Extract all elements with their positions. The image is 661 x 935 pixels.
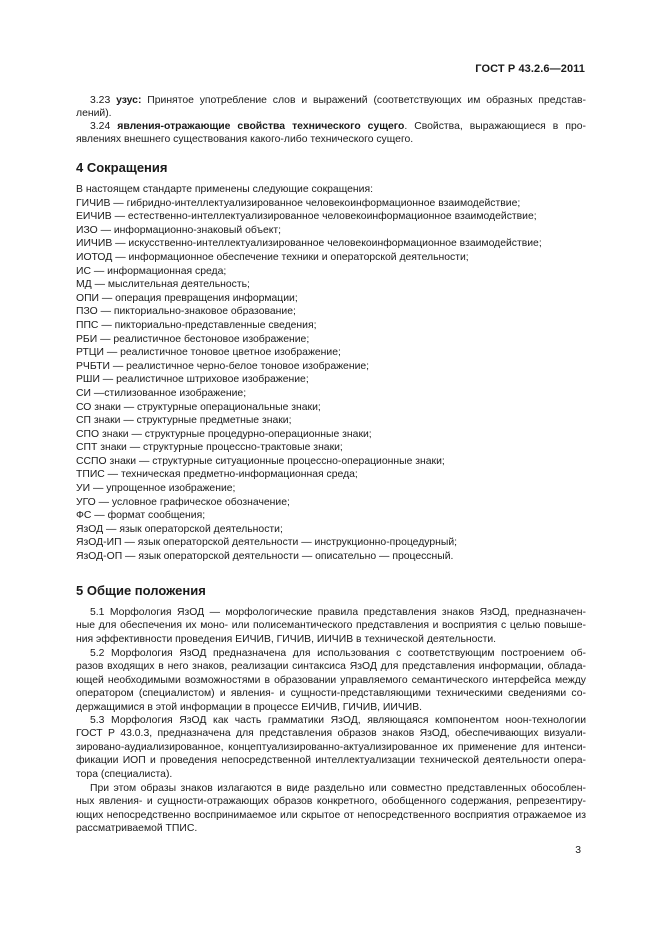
clause-5-1-line: ния эффективности проведения ЕИЧИВ, ГИЧИВ, ИИЧИВ в технической деятельности. xyxy=(76,633,497,645)
list-item: УГО — условное графическое обозначение; xyxy=(76,496,290,508)
list-item: СИ —стилизованное изображение; xyxy=(76,387,247,399)
clause-3-23 xyxy=(76,94,586,121)
clause-5-2-line: ющей необходимыми возможностями в образовании управляемого семантического интерфейса между xyxy=(76,674,586,686)
clause-5-1-line: ные для обеспечения их моно- или полисемантического представления и восприятия с целью повыше- xyxy=(76,620,586,632)
list-item: ЕИЧИВ — естественно-интеллектуализированное человекоинформационное взаимодействие; xyxy=(76,211,537,223)
list-item: ТПИС — техническая предметно-информационная среда; xyxy=(76,469,358,481)
clause-3-24-line-1: 3.24 явления-отражающие свойства технического сущего. Свойства, выражающиеся в про- xyxy=(90,121,586,132)
clause-5-3-line: 5.3 Морфология ЯзОД как часть грамматики ЯзОД, являющаяся компонентом ноон-технологии xyxy=(90,715,586,726)
clause-5-3 xyxy=(76,714,586,781)
clause-5-3-line: тора (специалиста). xyxy=(76,768,173,780)
clause-5-3-continuation xyxy=(76,782,586,836)
term-phenomena-properties: явления-отражающие свойства технического сущего xyxy=(117,121,405,132)
abbreviation-list xyxy=(76,183,586,564)
list-item: СПТ знаки — структурные процессно-трактовые знаки; xyxy=(76,442,343,454)
clause-5-1 xyxy=(76,606,586,646)
page-number: 3 xyxy=(575,845,581,856)
list-item: СО знаки — структурные операциональные знаки; xyxy=(76,401,321,413)
clause-3-23-line-1: 3.23 узус: Принятое употребление слов и выражений (соответствующих им образных представ- xyxy=(90,95,586,106)
list-item: РБИ — реалистичное бестоновое изображение; xyxy=(76,333,310,345)
clause-5-3-line: ГОСТ Р 43.0.3, предназначена для представления образов знаков ЯзОД, обеспечивающих визуали- xyxy=(76,728,586,740)
list-item: ССПО знаки — структурные ситуационные процессно-операционные знаки; xyxy=(76,455,445,467)
list-item: ГИЧИВ — гибридно-интеллектуализированное человекоинформационное взаимодействие; xyxy=(76,197,521,209)
document-header: ГОСТ Р 43.2.6—2011 xyxy=(475,63,585,75)
list-item: ЯзОД-ОП — язык операторской деятельности — описательно — процессный. xyxy=(76,551,454,563)
clause-5-2 xyxy=(76,647,586,714)
list-item: РТЦИ — реалистичное тоновое цветное изображение; xyxy=(76,347,341,359)
clause-5-3-cont-line: рассматриваемой ТПИС. xyxy=(76,823,198,835)
list-item: РШИ — реалистичное штриховое изображение; xyxy=(76,374,309,386)
clause-5-3-line: фикации ИОП и проведения непосредственной интеллектуализации технической деятельности опера- xyxy=(76,755,586,767)
list-item: ППС — пиктoриально-представленные сведения; xyxy=(76,319,317,331)
list-item: ИИЧИВ — искусственно-интеллектуализированное человекоинформационное взаимодействие; xyxy=(76,238,542,250)
list-item: ИС — информационная среда; xyxy=(76,265,227,277)
clause-5-2-line: оператором (специалистом) и явления- и сущности-представляющими техническими сведениями со- xyxy=(76,688,586,700)
clause-5-2-line: разов входящих в него знаков, реализации синтаксиса ЯзОД для представления информации, облада- xyxy=(76,661,586,673)
clause-3-23-line-2: лений). xyxy=(76,108,112,120)
clause-5-3-cont-line: ющих непосредственно воспринимаемое или скрытое от непосредственного восприятия отражаемое из xyxy=(76,809,586,821)
term-usus: узус: xyxy=(116,95,142,106)
clause-3-24 xyxy=(76,120,586,147)
list-item: СП знаки — структурные предметные знаки; xyxy=(76,415,292,427)
list-item: ЯзОД-ИП — язык операторской деятельности — инструкционно-процедурный; xyxy=(76,537,458,549)
list-item: СПО знаки — структурные процедурно-операционные знаки; xyxy=(76,428,372,440)
list-item: ФС — формат сообщения; xyxy=(76,510,206,522)
abbreviation-intro: В настоящем стандарте применены следующие сокращения: xyxy=(76,184,373,195)
section-4-title: 4 Сокращения xyxy=(76,160,168,175)
list-item: ЯзОД — язык операторской деятельности; xyxy=(76,523,283,535)
section-5-title: 5 Общие положения xyxy=(76,583,206,598)
clause-5-2-line: 5.2 Морфология ЯзОД предназначена для использования с соответствующим построением об- xyxy=(90,648,586,659)
list-item: РЧБТИ — реалистичное черно-белое тоновое изображение; xyxy=(76,360,370,372)
list-item: ПЗО — пиктoриально-знаковое образование; xyxy=(76,306,296,318)
clause-5-3-cont-line: ных явления- и сущности-отражающих образов конкретного, обобщенного содержания, репрезентиру- xyxy=(76,796,586,808)
list-item: УИ — упрощенное изображение; xyxy=(76,483,236,495)
list-item: ИЗО — информационно-знаковый объект; xyxy=(76,224,282,236)
clause-3-24-line-2: явлениях внешнего существования какого-либо технического сущего. xyxy=(76,134,414,146)
list-item: ИОТОД — информационное обеспечение техники и операторской деятельности; xyxy=(76,251,469,263)
list-item: ОПИ — операция превращения информации; xyxy=(76,292,298,304)
clause-5-2-line: держащимися в этой информации в процессе ЕИЧИВ, ГИЧИВ, ИИЧИВ. xyxy=(76,701,423,713)
list-item: МД — мыслительная деятельность; xyxy=(76,279,250,291)
clause-5-1-line: 5.1 Морфология ЯзОД — морфологические правила представления знаков ЯзОД, предназначен- xyxy=(90,607,586,618)
clause-5-3-cont-line: При этом образы знаков излагаются в виде раздельно или совместно представленных обособлен- xyxy=(90,783,586,794)
clause-5-3-line: зировано-аудиализированное, концептуализированно-актуализированное их применение для интенси- xyxy=(76,741,586,753)
